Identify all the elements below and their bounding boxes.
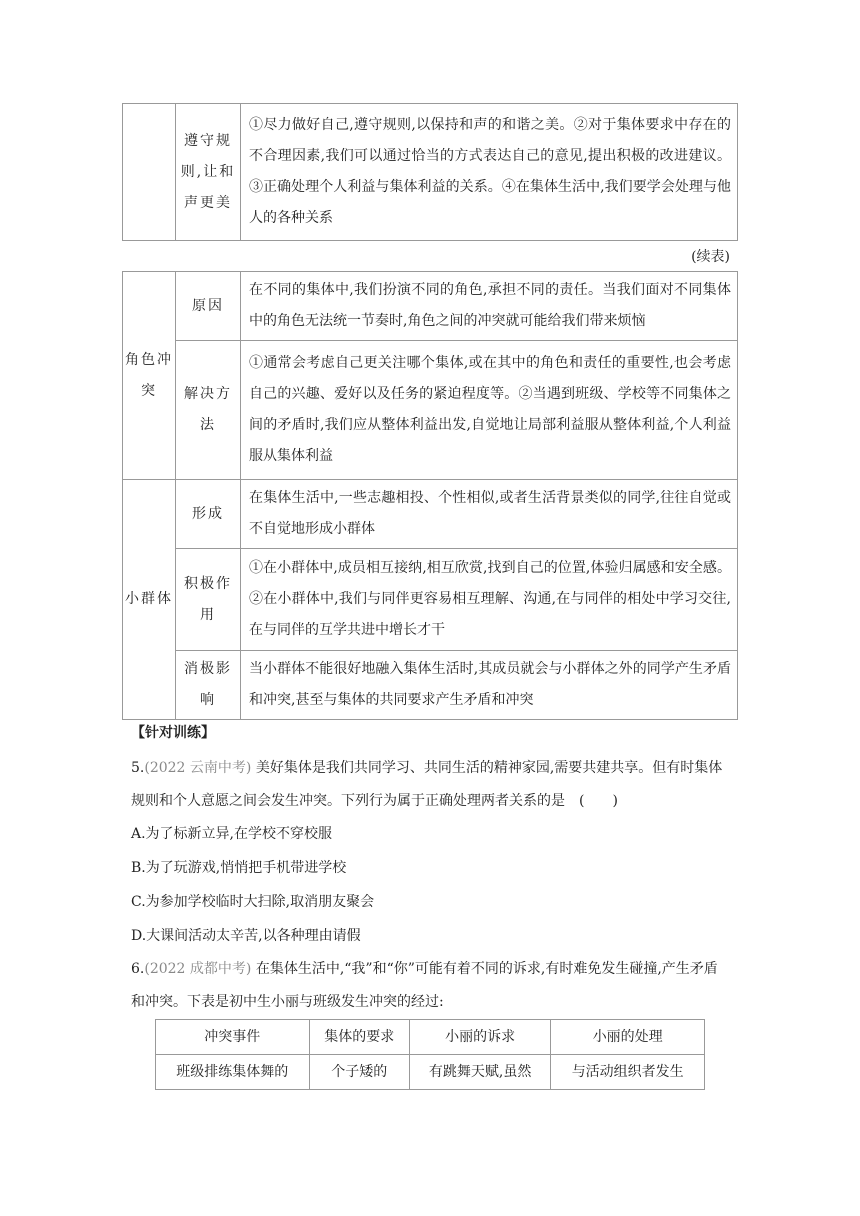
continued-label: (续表) xyxy=(691,249,730,265)
subcategory-cell: 消极影响 xyxy=(176,651,241,720)
question-stem: 在集体生活中,“我”和“你”可能有着不同的诉求,有时难免发生碰撞,产生矛盾和冲突。下表是初中生小丽与班级发生冲突的经过: xyxy=(131,961,718,1010)
subcategory-cell: 原因 xyxy=(176,272,241,341)
table-row xyxy=(123,651,738,720)
table-header-row xyxy=(156,1020,705,1055)
practice-heading: 【针对训练】 xyxy=(131,725,215,741)
category-cell xyxy=(123,104,176,241)
option-c: C.为参加学校临时大扫除,取消朋友聚会 xyxy=(131,894,375,910)
subcategory-cell: 解决方法 xyxy=(176,341,241,480)
description-cell: ①尽力做好自己,遵守规则,以保持和声的和谐之美。②对于集体要求中存在的不合理因素,我们可以通过恰当的方式表达自己的意见,提出积极的改进建议。③正确处理个人利益与集体利益的关系。④在集体生活中,我们要学会处理与他人的各种关系 xyxy=(241,104,738,241)
description-cell: ①在小群体中,成员相互接纳,相互欣赏,找到自己的位置,体验归属感和安全感。②在小群体中,我们与同伴更容易相互理解、沟通,在与同伴的相处中学习交往,在与同伴的互学共进中增长才干 xyxy=(241,549,738,651)
question-6 xyxy=(131,953,731,1019)
question-number: 6. xyxy=(131,961,145,977)
description-cell: ①通常会考虑自己更关注哪个集体,或在其中的角色和责任的重要性,也会考虑自己的兴趣、爱好以及任务的紧迫程度等。②当遇到班级、学校等不同集体之间的矛盾时,我们应从整体利益出发,自觉地让局部利益服从整体利益,个人利益服从集体利益 xyxy=(241,341,738,480)
category-cell: 小群体 xyxy=(123,480,176,720)
table-cell: 班级排练集体舞的 xyxy=(156,1055,310,1090)
conflict-table xyxy=(155,1019,705,1090)
option-a: A.为了标新立异,在学校不穿校服 xyxy=(131,826,333,842)
option-d: D.大课间活动太辛苦,以各种理由请假 xyxy=(131,928,361,944)
question-5 xyxy=(131,752,731,818)
table-row xyxy=(123,104,738,241)
subcategory-cell: 积极作用 xyxy=(176,549,241,651)
question-stem: 美好集体是我们共同学习、共同生活的精神家园,需要共建共享。但有时集体规则和个人意愿之间会发生冲突。下列行为属于正确处理两者关系的是 ( ) xyxy=(131,760,723,809)
option-b: B.为了玩游戏,悄悄把手机带进学校 xyxy=(131,860,347,876)
question-number: 5. xyxy=(131,760,145,776)
table-cell: 个子矮的 xyxy=(309,1055,409,1090)
subcategory-cell: 遵守规则,让和声更美 xyxy=(176,104,241,241)
category-cell: 角色冲突 xyxy=(123,272,176,480)
description-cell: 当小群体不能很好地融入集体生活时,其成员就会与小群体之外的同学产生矛盾和冲突,甚至与集体的共同要求产生矛盾和冲突 xyxy=(241,651,738,720)
table-cell: 有跳舞天赋,虽然 xyxy=(409,1055,550,1090)
question-source: (2022 成都中考) xyxy=(144,961,252,977)
column-header: 小丽的诉求 xyxy=(409,1020,550,1055)
description-cell: 在不同的集体中,我们扮演不同的角色,承担不同的责任。当我们面对不同集体中的角色无法统一节奏时,角色之间的冲突就可能给我们带来烦恼 xyxy=(241,272,738,341)
table-row xyxy=(123,341,738,480)
table-cell: 与活动组织者发生 xyxy=(551,1055,705,1090)
subcategory-cell: 形成 xyxy=(176,480,241,549)
table-row xyxy=(123,549,738,651)
column-header: 小丽的处理 xyxy=(551,1020,705,1055)
column-header: 集体的要求 xyxy=(309,1020,409,1055)
description-cell: 在集体生活中,一些志趣相投、个性相似,或者生活背景类似的同学,往往自觉或不自觉地形成小群体 xyxy=(241,480,738,549)
column-header: 冲突事件 xyxy=(156,1020,310,1055)
table-row xyxy=(156,1055,705,1090)
summary-table-part2 xyxy=(122,271,738,720)
question-source: (2022 云南中考) xyxy=(144,760,252,776)
summary-table-part1 xyxy=(122,103,738,241)
table-row xyxy=(123,272,738,341)
table-row xyxy=(123,480,738,549)
